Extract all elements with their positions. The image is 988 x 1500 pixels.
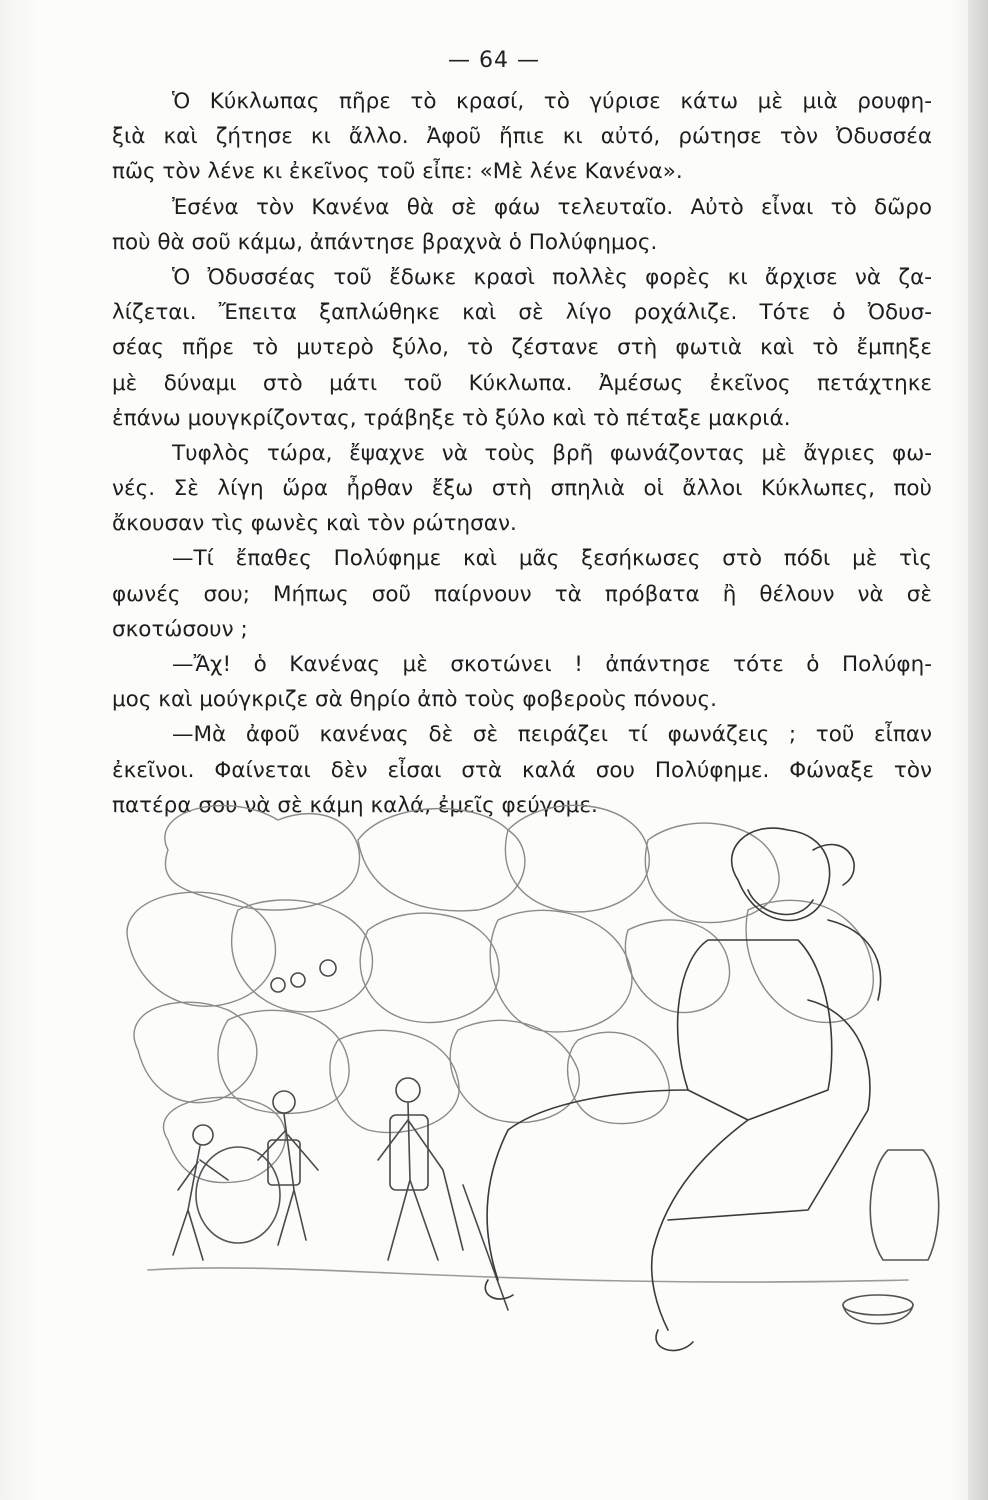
text-line: —Μὰ ἀφοῦ κανένας δὲ σὲ πειράζει τί φωνάζεις ; τοῦ εἶπαν xyxy=(172,722,932,748)
text-line: Ὁ Κύκλωπας πῆρε τὸ κρασί, τὸ γύρισε κάτω μὲ μιὰ ρουφη- xyxy=(172,89,932,114)
text-line: Ὁ Ὀδυσσέας τοῦ ἔδωκε κρασὶ πολλὲς φορὲς κι ἄρχισε νὰ ζα- xyxy=(172,264,932,290)
clay-jar xyxy=(870,1150,938,1260)
text-line: σκοτώσουν ; xyxy=(112,616,248,642)
page-edge-shadow xyxy=(968,0,988,1500)
text-line: λίζεται. Ἔπειτα ξαπλώθηκε καὶ σὲ λίγο ροχάλιζε. Τότε ὁ Ὀδυσ- xyxy=(112,300,932,326)
companions-rolling-stone xyxy=(173,1091,318,1260)
text-line: —Τί ἔπαθες Πολύφημε καὶ μᾶς ξεσήκωσες στὸ πόδι μὲ τὶς xyxy=(172,546,932,572)
text-line: ξιὰ καὶ ζήτησε κι ἄλλο. Ἀφοῦ ἤπιε κι αὐτό, ρώτησε τὸν Ὀδυσσέα xyxy=(112,124,932,150)
text-line: μὲ δύναμι στὸ μάτι τοῦ Κύκλωπα. Ἀμέσως ἐκεῖνος πετάχτηκε xyxy=(112,370,932,396)
text-line: νές. Σὲ λίγη ὥρα ἦρθαν ἔξω στὴ σπηλιὰ οἱ ἄλλοι Κύκλωπες, ποὺ xyxy=(112,476,932,502)
text-line: ἄκουσαν τὶς φωνὲς καὶ τὸν ρώτησαν. xyxy=(112,511,517,537)
story-text xyxy=(112,84,932,823)
text-line: ποὺ θὰ σοῦ κάμω, ἀπάντησε βραχνὰ ὁ Πολύφημος. xyxy=(112,229,658,255)
cyclops-cave-illustration xyxy=(108,790,948,1450)
text-line: Τυφλὸς τώρα, ἔψαχνε νὰ τοὺς βρῆ φωνάζοντας μὲ ἄγριες φω- xyxy=(172,440,932,466)
text-line: φωνές σου; Μήπως σοῦ παίρνουν τὰ πρόβατα ἢ θέλουν νὰ σὲ xyxy=(112,581,932,607)
text-line: ἐπάνω μουγκρίζοντας, τράβηξε τὸ ξύλο καὶ τὸ πέταξε μακριά. xyxy=(112,405,791,431)
text-line: σέας πῆρε τὸ μυτερὸ ξύλο, τὸ ζέστανε στὴ φωτιὰ καὶ τὸ ἔμπηξε xyxy=(112,335,932,361)
text-line: ἐκεῖνοι. Φαίνεται δὲν εἶσαι στὰ καλά σου Πολύφημε. Φώναξε τὸν xyxy=(112,757,932,783)
text-line: πῶς τὸν λένε κι ἐκεῖνος τοῦ εἶπε: «Μὲ λένε Κανένα». xyxy=(112,159,683,185)
ground-line xyxy=(148,1268,908,1282)
bowl xyxy=(843,1295,913,1324)
peeking-heads xyxy=(271,960,336,992)
text-line: μος καὶ μούγκριζε σὰ θηρίο ἀπὸ τοὺς φοβεροὺς πόνους. xyxy=(112,687,717,713)
cave-rocks xyxy=(127,805,873,1182)
page-number: — 64 — xyxy=(448,48,540,73)
polyphemus-figure xyxy=(485,828,880,1350)
text-line: Ἐσένα τὸν Κανένα θὰ σὲ φάω τελευταῖο. Αὐτὸ εἶναι τὸ δῶρο xyxy=(172,194,932,220)
text-line: —Ἄχ! ὁ Κανένας μὲ σκοτώνει ! ἀπάντησε τότε ὁ Πολύφη- xyxy=(172,652,932,677)
text-line: πατέρα σου νὰ σὲ κάμη καλά, ἐμεῖς φεύγομε. xyxy=(112,792,598,818)
